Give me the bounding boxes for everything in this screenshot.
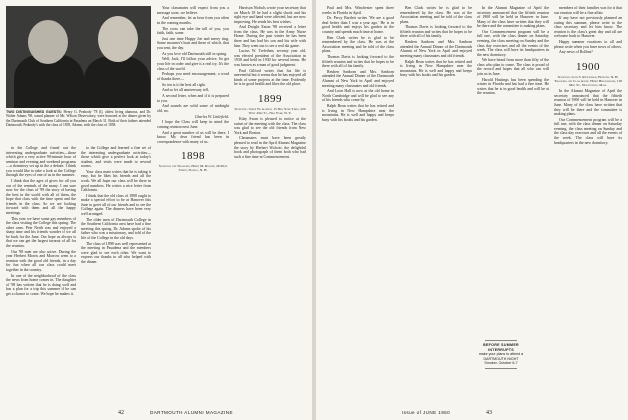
paragraph: Our '98 men are also active. During the year Herbert Morris and Morrow went to a reunion with the good old friends, in a day for fun when all our class could meet together in the country. — [6, 249, 76, 272]
magazine-footer: DARTMOUTH ALUMNI MAGAZINE — [150, 410, 233, 415]
paragraph: Dr. Percy Bartlett writes 'We are a good deal better than I was a year ago.' He is in good health and enjoys his garden in the country and spends much time at home. — [322, 16, 394, 34]
right-column-1 — [322, 6, 394, 123]
paragraph: Your class mate writes that he is taking it easy, but he likes his friends and all the work. We all hope our class will be there in good numbers. He writes a nice letter from California. — [81, 169, 151, 193]
paragraph: In the Alumni Magazine of April the secretary announced that the fiftieth reunion of 1900 will be held in Hanover in June. Many of the class have written that they will be there and the committee is making plans. — [554, 89, 622, 117]
left-column-2 — [81, 146, 151, 266]
paragraph: Reuben Sanborn and Mrs. Sanborn attended the Annual Dinner of the Dartmouth Alumni of New York in April and enjoyed meeting many classmates and old friends. — [400, 40, 472, 58]
notice-body: make your plans to attend a DARTMOUTH NIGHT Smoker, October 6-7 — [478, 352, 524, 365]
paragraph: And remember, let us hear from you often in the coming months. — [157, 16, 229, 25]
photo-head-left — [28, 20, 68, 64]
paragraph: to the College and learned a fine set of the interesting undergraduate activities—those which give a perfect look at today's student, and visits were made to several rooms. — [81, 146, 151, 169]
paragraph: Kitty Swan is pleased to notice at the outset of the meeting with the class. The class was glad to see the old friends from New York and Boston. — [234, 117, 306, 135]
paragraph: Just one time Happy Joe and merry ring, Some mourner's boat and these of which, that you sent, the day. — [157, 36, 229, 50]
class-secretary-1900: Secretary, Leon S. Richardson, Hanover, N. H. Treasurer and Class Agent, Henry Brocklebank, 118 Mill St., Newtonville, Mass. — [554, 75, 622, 88]
paragraph: Our Commencement program will be a full one, with the class dinner on Saturday evening, the class meeting on Sunday and the class day exercises and all the events of the week. The class will have its headquarters in the new dormitory. — [554, 117, 622, 145]
paragraph: In one of the neighborhood of the class the news from home comes in. The daughter of '98 has written that he is doing well and has a plan for a trip this summer if he can get a chance to come. We hope he makes it. — [6, 273, 76, 296]
paragraph: Reuben Sanborn and Mrs. Sanborn attended the Annual Dinner of the Dartmouth Alumni of New York in April and enjoyed meeting many classmates and old friends. — [322, 69, 394, 88]
paragraph: So ten is it the best all right. — [162, 82, 206, 87]
caption-body: Henry G. Peabody '78 (l), oldest living alumnus, and Dr. Walter Adams '98, sound planner of Mr. Wilson Observatory, were honored at the dinner given by the Dartmouth Club of Southern California in Pasadena on March 31. Both of their fathers attended Dartmouth. Peabody's with the class of 1839, Adams, with the class of 1858. — [6, 110, 151, 128]
paragraph: Thomas Davis is looking forward to the fiftieth reunion and writes that he hopes to be there with all of his family. — [400, 25, 472, 39]
notice-rule — [485, 368, 517, 369]
right-column-3 — [477, 6, 549, 332]
class-year-heading-1898: 1898 — [181, 150, 205, 163]
photo-caption — [6, 110, 151, 128]
photo-figure-right — [84, 56, 150, 108]
page-number-left: 42 — [118, 410, 124, 416]
paragraph: And a great number of us will be there, I know. My dear friend has been in correspondence with many of us. — [157, 130, 229, 144]
paragraph: Any news of Rollins? — [559, 50, 593, 55]
smoker-notice — [477, 338, 525, 371]
class-year-heading-1899: 1899 — [258, 92, 282, 105]
left-column-4 — [234, 6, 306, 160]
right-column-4 — [554, 6, 622, 146]
guests-photo — [6, 6, 151, 108]
paragraph: Ralph Bean writes that he has retired and is living in New Hampshire near the mountains. He is well and happy and keeps busy with his books and his garden. — [322, 104, 394, 122]
caption-heading: TWO DISTINGUISHED GUESTS: — [6, 110, 62, 114]
paragraph: Paul and Mrs. Winchester spent three weeks in Florida in April. — [322, 6, 394, 15]
paragraph: Thomas Davis is looking forward to the fiftieth reunion and writes that he hopes to be there with all of his family. — [322, 55, 394, 69]
paragraph: The older men of Dartmouth College in the Southern California area have had a fine meeting this spring. Dr. Adams spoke of his father who was a missionary, and told of the life of the College in the old days. — [81, 217, 151, 240]
paragraph: Your classmates will expect from you a message soon, we believe. — [157, 6, 229, 15]
paragraph: We have heard from more than fifty of the class who plan to come. The class is proud of the record and hopes that all who can will join us in June. — [477, 58, 549, 77]
paragraph: Ben Clark writes he is glad to be remembered by the class. He was at the Association meeting and he told of the class plans. — [322, 35, 394, 54]
paragraph: I think that the old class of 1898 ought to make a special effort to be at Hanover this June to greet all of our friends and to see the College again. The dinners have been very well arranged. — [81, 193, 151, 217]
paragraph: Harold Hastings has been spending the winter in Florida and has had a fine time. He writes that he is in good health and will be at the reunion. — [477, 77, 549, 96]
paragraph: Harrison Nichols wrote your secretary that on March 18 he had a slight shock and his right eye and hand were affected, but are now improving. He sends his best wishes. — [234, 6, 306, 24]
paragraph: I hope the Class will keep in mind the coming reunion next June. — [157, 120, 229, 129]
paragraph: I think that the ages of gives for all you out of the reminds of the many. I am sure now for the class of '99 the story of having the best in the world with all of them, the hope that class with the time spent and the friends in the class. So we are looking forward with them and all the happy meetings. — [6, 179, 76, 215]
class-secretary-1898: Secretary and Treasurer, Henry M. Rollins, 26 Main Street, Nashua, N. H. — [158, 164, 228, 173]
left-column-1 — [6, 146, 76, 297]
paragraph: Well, Jack, I'll follow your advice, So get your life in order and give it a real try, It's the class of the world. — [157, 57, 229, 71]
paragraph: in the College and found out the interesting undergraduate activities—those which give a very active 90-minute hour of seminar and evening and weekend programs—a dormitory set up in the a debate. I think you would like to take a look at the College through the eyes of one of us in the summer. — [6, 146, 76, 178]
notice-title: BEFORE SUMMER INTERRUPTS — [483, 343, 519, 352]
paragraph: Paul Gilford writes that his life is uneventful but it seems that he has enjoyed all kinds of some projects at the time. Evidently he is in good health and likes the old place. — [234, 68, 306, 87]
paragraph: Lucius W. Trefethen, seventy year old, was elected president of the Association in 1930 and held in 1930 for several terms. He was known as a man of good judgment. — [234, 49, 306, 67]
issue-footer: Issue of JUNE 1950 — [402, 410, 451, 415]
paragraph: In the Alumni Magazine of April the secretary announced that the fiftieth reunion of 1900 will be held in Hanover in June. Many of the class have written that they will be there and the committee is making plans. — [477, 6, 549, 29]
paragraph: The class of 1898 was well represented at the meeting in Pasadena and the members were glad to see each other. We want to express our thanks to all who helped with the dinner. — [81, 241, 151, 264]
paragraph: members of their families was for it that our reunion will be a fine affair. — [554, 6, 622, 15]
paragraph: Ben Clark writes he is glad to be remembered by the class. He was at the Association meeting and he told of the class plans. — [400, 6, 472, 24]
paragraph: And Dwight Eaton '98 received a letter from the class. He was in the Army Nurse Home. During the past winter he has been there and has had his son and his wife with him. They went out to see a real ski game. — [234, 25, 306, 48]
notice-rule — [485, 340, 517, 341]
paragraph: This year we have some gay members of the class visiting the College this spring. The other ones. Pete Nerth was and enjoyed a sharp time and his friends wonder if we all be back for the June. Our hope as always is that we can get the largest turnout of all for the reunion. — [6, 216, 76, 248]
paragraph: Classmates must have been greatly pleased to read in the April Alumni Magazine the story by Herbert Wolcott, the delightful book and photograph of them both who had such a fine time at Commencement. — [234, 136, 306, 159]
left-column-3 — [157, 6, 229, 174]
class-year-heading-1900: 1900 — [576, 61, 600, 74]
paragraph: As you love old Dartmouth still in spring. — [162, 51, 228, 56]
class-secretary-1899: Secretary, Joseph W. Gannon, 15 New York Times, 229 West 43rd St., New York, N. Y. — [234, 106, 306, 115]
paragraph: A second letter, when and if it is prepared to you. — [157, 93, 229, 103]
photo-head-right — [98, 16, 138, 62]
paragraph: And sounds are solid some of midnight old, no. — [157, 104, 229, 113]
letter-signature: Charles W. Littlefield. — [194, 114, 229, 119]
paragraph: Perhaps you need encouragement, a word of thanks there— — [157, 72, 229, 81]
left-page — [0, 0, 312, 420]
right-page — [316, 0, 628, 420]
paragraph: Happy summer vacations to all and please write when you have news of others. — [554, 40, 622, 49]
paragraph: Ralph Bean writes that he has retired and is living in New Hampshire near the mountains. He is well and happy and keeps busy with his books and his garden. — [400, 59, 472, 78]
paragraph: And so let all anniversary tell, — [162, 88, 209, 93]
paragraph: And Leon Hall is now at the old home in North Cambridge and will be glad to see any of his friends who come by. — [322, 89, 394, 103]
paragraph: If any have not previously planned an outing this summer, please write to the class secretary and let him know. The reunion is the class's great day and all are welcome back to Hanover. — [554, 16, 622, 39]
right-column-2 — [400, 6, 472, 79]
page-number-right: 43 — [486, 410, 492, 416]
paragraph: Our Commencement program will be a full one, with the class dinner on Saturday evening, the class meeting on Sunday and the class day exercises and all the events of the week. The class will have its headquarters in the new dormitory. — [477, 29, 549, 57]
paragraph: The cross can take the toll of you, you faith, faith, some. — [157, 26, 229, 36]
